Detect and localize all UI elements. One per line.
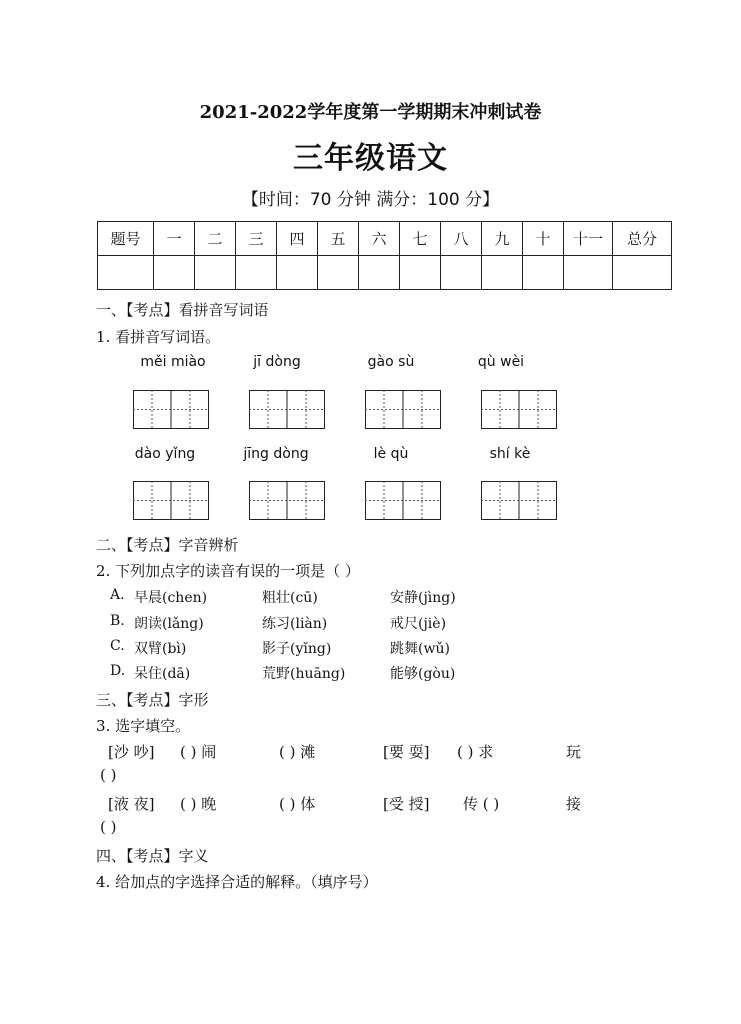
score-header-cell: 三 xyxy=(236,222,277,256)
option-item[interactable]: 早晨(chen) xyxy=(134,590,208,606)
score-header-cell: 十一 xyxy=(564,222,613,256)
option-item[interactable]: 荒野(huāng) xyxy=(262,666,346,682)
option-item[interactable]: 安静(jìng) xyxy=(390,590,456,606)
score-header-cell: 四 xyxy=(277,222,318,256)
score-table-blank-row xyxy=(98,256,672,290)
question-text: 2. 下列加点字的读音有误的一项是（ ） xyxy=(96,562,360,580)
option-item[interactable]: 朗读(lǎng) xyxy=(134,616,204,632)
char-pair: [受 授] xyxy=(383,795,430,813)
option-item[interactable]: 双臂(bì) xyxy=(134,641,187,657)
option-label: B. xyxy=(110,613,125,629)
pinyin-label: měi miào xyxy=(140,354,206,370)
score-cell[interactable] xyxy=(195,256,236,290)
score-header-cell: 七 xyxy=(400,222,441,256)
score-header-cell: 一 xyxy=(154,222,195,256)
score-header-cell: 八 xyxy=(441,222,482,256)
pinyin-label: shí kè xyxy=(489,446,531,462)
fill-blank[interactable]: ( ) 求 xyxy=(457,743,494,761)
section-heading: 一、【考点】看拼音写词语 xyxy=(96,301,269,319)
option-label: A. xyxy=(110,587,125,603)
exam-title: 2021-2022学年度第一学期期末冲刺试卷 xyxy=(199,102,542,123)
question-text: 1. 看拼音写词语。 xyxy=(96,328,221,346)
fill-blank[interactable]: ( ) xyxy=(100,818,117,836)
pinyin-label: jī dòng xyxy=(253,354,301,370)
option-item[interactable]: 呆住(dā) xyxy=(134,666,191,682)
score-header-cell: 六 xyxy=(359,222,400,256)
option-item[interactable]: 戒尺(jiè) xyxy=(390,616,447,632)
word-fragment: 接 xyxy=(566,795,582,813)
word-fragment: 玩 xyxy=(566,743,582,761)
section-heading: 二、【考点】字音辨析 xyxy=(96,536,239,554)
char-pair: [液 夜] xyxy=(108,795,155,813)
writing-grid[interactable] xyxy=(249,481,325,520)
option-label: D. xyxy=(110,663,126,679)
score-cell[interactable] xyxy=(236,256,277,290)
score-cell[interactable] xyxy=(523,256,564,290)
writing-grid[interactable] xyxy=(481,481,557,520)
char-pair: [沙 吵] xyxy=(108,743,155,761)
writing-grid[interactable] xyxy=(249,390,325,429)
writing-grid[interactable] xyxy=(133,481,209,520)
score-cell[interactable] xyxy=(400,256,441,290)
pinyin-label: gào sù xyxy=(367,354,415,370)
score-cell[interactable] xyxy=(98,256,154,290)
score-header-cell: 五 xyxy=(318,222,359,256)
score-header-cell: 十 xyxy=(523,222,564,256)
fill-blank[interactable]: ( ) xyxy=(100,766,117,784)
fill-blank[interactable]: ( ) 晚 xyxy=(180,795,217,813)
score-header-cell: 题号 xyxy=(98,222,154,256)
score-table xyxy=(97,221,672,290)
option-label: C. xyxy=(110,638,125,654)
char-pair: [要 耍] xyxy=(383,743,430,761)
writing-grid[interactable] xyxy=(365,481,441,520)
section-heading: 三、【考点】字形 xyxy=(96,691,209,709)
option-item[interactable]: 粗壮(cū) xyxy=(262,590,318,606)
option-item[interactable]: 跳舞(wǔ) xyxy=(390,641,450,657)
exam-info: 【时间：70 分钟 满分：100 分】 xyxy=(241,190,500,210)
score-header-cell: 九 xyxy=(482,222,523,256)
score-cell[interactable] xyxy=(359,256,400,290)
question-text: 4. 给加点的字选择合适的解释。（填序号） xyxy=(96,873,378,891)
score-cell[interactable] xyxy=(318,256,359,290)
fill-blank[interactable]: ( ) 体 xyxy=(279,795,316,813)
pinyin-label: jīng dòng xyxy=(243,446,309,462)
fill-blank[interactable]: ( ) 闹 xyxy=(180,743,217,761)
option-item[interactable]: 能够(gòu) xyxy=(390,666,456,682)
score-cell[interactable] xyxy=(482,256,523,290)
score-cell[interactable] xyxy=(277,256,318,290)
score-header-cell: 二 xyxy=(195,222,236,256)
writing-grid[interactable] xyxy=(365,390,441,429)
writing-grid[interactable] xyxy=(133,390,209,429)
pinyin-label: lè qù xyxy=(373,446,409,462)
option-item[interactable]: 练习(liàn) xyxy=(262,616,328,632)
option-item[interactable]: 影子(yǐng) xyxy=(262,641,332,657)
score-cell[interactable] xyxy=(564,256,613,290)
score-header-cell: 总分 xyxy=(613,222,672,256)
pinyin-label: qù wèi xyxy=(477,354,525,370)
score-table-header-row xyxy=(98,222,672,256)
fill-blank[interactable]: 传 ( ) xyxy=(463,795,500,813)
score-cell[interactable] xyxy=(441,256,482,290)
subject-title: 三年级语文 xyxy=(293,141,448,176)
fill-blank[interactable]: ( ) 滩 xyxy=(279,743,316,761)
score-cell[interactable] xyxy=(613,256,672,290)
section-heading: 四、【考点】字义 xyxy=(96,847,209,865)
writing-grid[interactable] xyxy=(481,390,557,429)
pinyin-label: dào yǐng xyxy=(134,446,196,462)
score-cell[interactable] xyxy=(154,256,195,290)
question-text: 3. 选字填空。 xyxy=(96,717,191,735)
